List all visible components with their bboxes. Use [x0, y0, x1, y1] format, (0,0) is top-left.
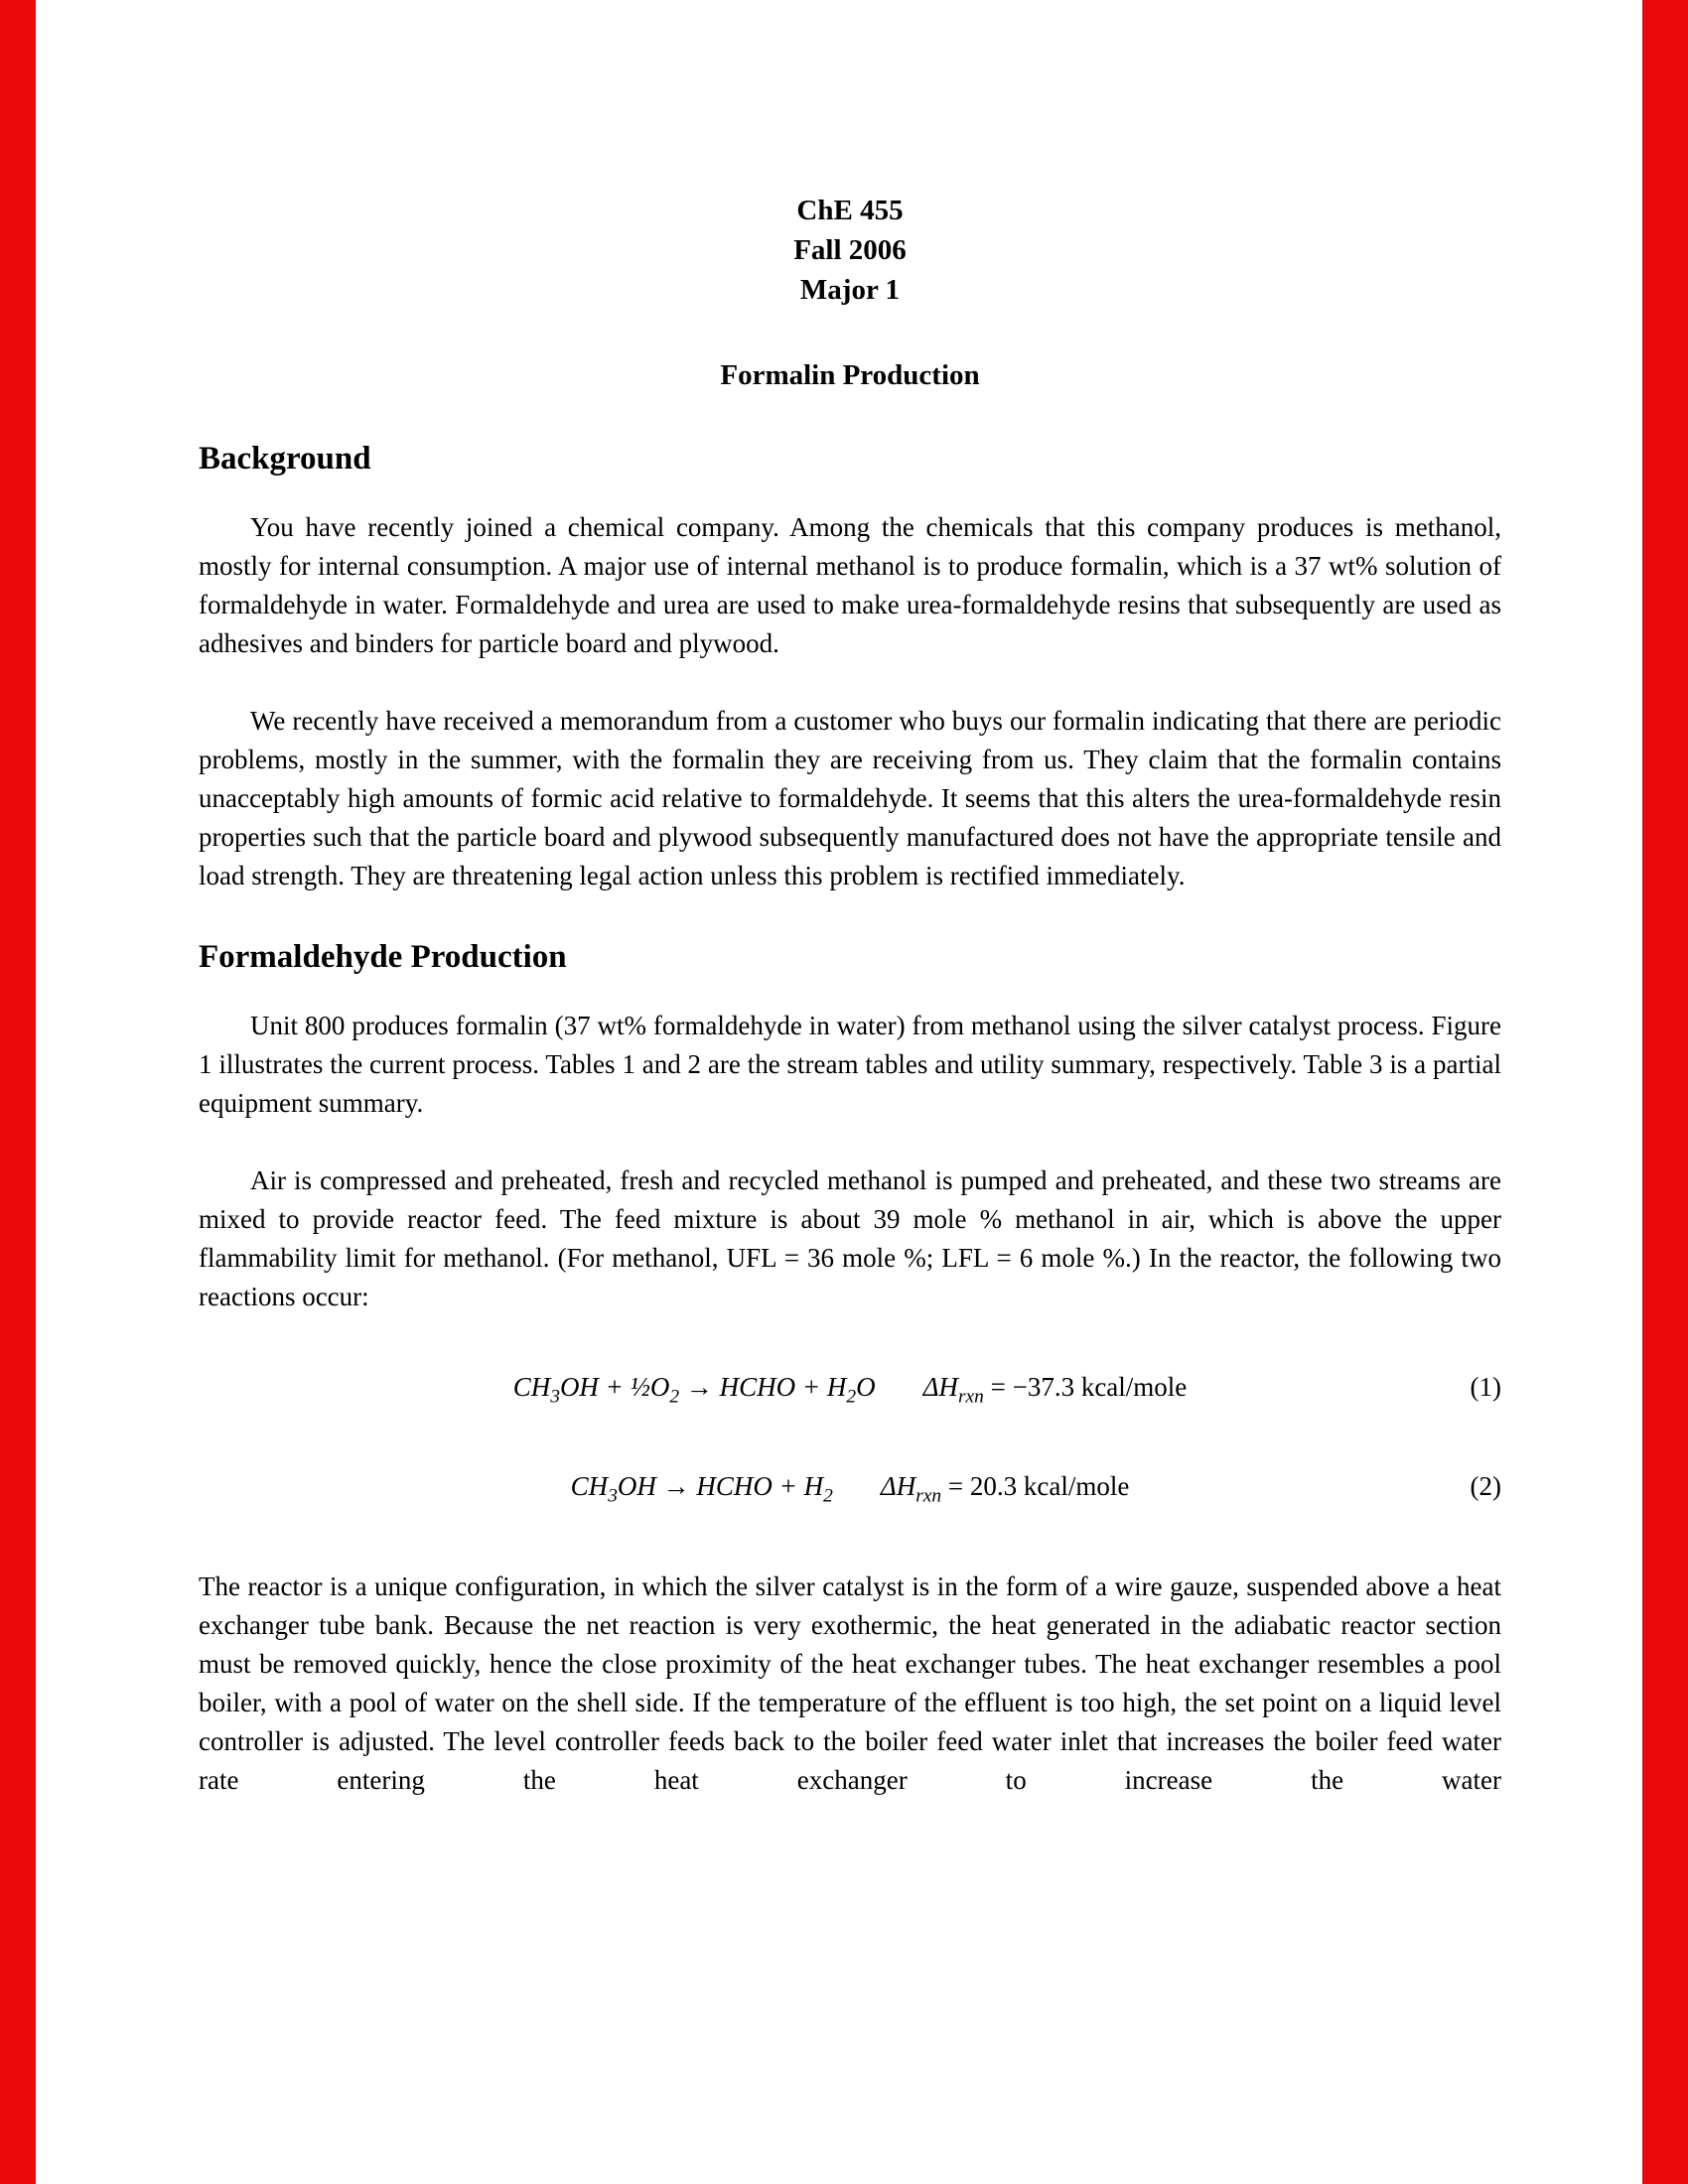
equation-1-formula: $CH_3OH$ + $\frac{1}{2}O_2$ → HCHO + $H_2O$ — [512, 1372, 876, 1408]
paragraph-formaldehyde-2: Air is compressed and preheated, fresh and recycled methanol is pumped and preheated, and these two streams are mixed to provide reactor feed. The feed mixture is about 39 mole % methanol in air, which is above the upper flammability limit for methanol. (For methanol, UFL = 36 mole %; LFL = 6 mole %.) In the reactor, the following two reactions occur: — [199, 1165, 1501, 1311]
document-title: Formalin Production — [720, 359, 980, 391]
course-code: ChE 455 — [796, 195, 904, 226]
equation-2 — [199, 1467, 1501, 1515]
equation-2-formula: $CH_3OH$ → HCHO + $H_2$ — [570, 1471, 833, 1507]
equation-1 — [199, 1368, 1501, 1416]
equation-2-number: (2) — [1470, 1471, 1501, 1502]
document-content — [199, 191, 1501, 1800]
right-edge-bar — [1642, 0, 1688, 2184]
section-heading-formaldehyde-production: Formaldehyde Production — [199, 939, 567, 975]
equation-2-delta-h: $\Delta H_{rxn}$ — [880, 1471, 942, 1507]
paragraph-formaldehyde-1: Unit 800 produces formalin (37 wt% formaldehyde in water) from methanol using the silver catalyst process. Figure 1 illustrates the current process. Tables 1 and 2 are the stream tables and utility summary, respectively. Table 3 is a partial equipment summary. — [199, 1011, 1501, 1118]
paragraph-background-1: You have recently joined a chemical company. Among the chemicals that this company produces is methanol, mostly for internal consumption. A major use of internal methanol is to produce formalin, which is a 37 wt% solution of formaldehyde in water. Formaldehyde and urea are used to make urea-formaldehyde resins that subsequently are used as adhesives and binders for particle board and plywood. — [199, 512, 1501, 658]
paragraph-background-2: We recently have received a memorandum from a customer who buys our formalin indicating that there are periodic problems, mostly in the summer, with the formalin they are receiving from us. They claim that the formalin contains unacceptably high amounts of formic acid relative to formaldehyde. It seems that this alters the urea-formaldehyde resin properties such that the particle board and plywood subsequently manufactured does not have the appropriate tensile and load strength. They are threatening legal action unless this problem is rectified immediately. — [199, 706, 1501, 890]
paragraph-formaldehyde-3: The reactor is a unique configuration, in which the silver catalyst is in the form of a wire gauze, suspended above a heat exchanger tube bank. Because the net reaction is very exothermic, the heat generated in the adiabatic reactor section must be removed quickly, hence the close proximity of the heat exchanger tubes. The heat exchanger resembles a pool boiler, with a pool of water on the shell side. If the temperature of the effluent is too high, the set point on a liquid level controller is adjusted. The level controller feeds back to the boiler feed water inlet that increases the boiler feed water rate entering the heat exchanger to increase the water — [199, 1570, 1501, 1795]
term: Fall 2006 — [793, 234, 907, 266]
equation-2-value: = 20.3 kcal/mole — [941, 1471, 1130, 1502]
left-edge-bar — [0, 0, 36, 2184]
course-header — [199, 191, 1501, 310]
section-heading-background: Background — [199, 441, 371, 477]
equation-1-number: (1) — [1470, 1372, 1501, 1402]
assignment-title: Major 1 — [799, 274, 901, 306]
equation-1-value: = −37.3 kcal/mole — [983, 1372, 1188, 1402]
equation-1-delta-h: $\Delta H_{rxn}$ — [922, 1372, 984, 1408]
